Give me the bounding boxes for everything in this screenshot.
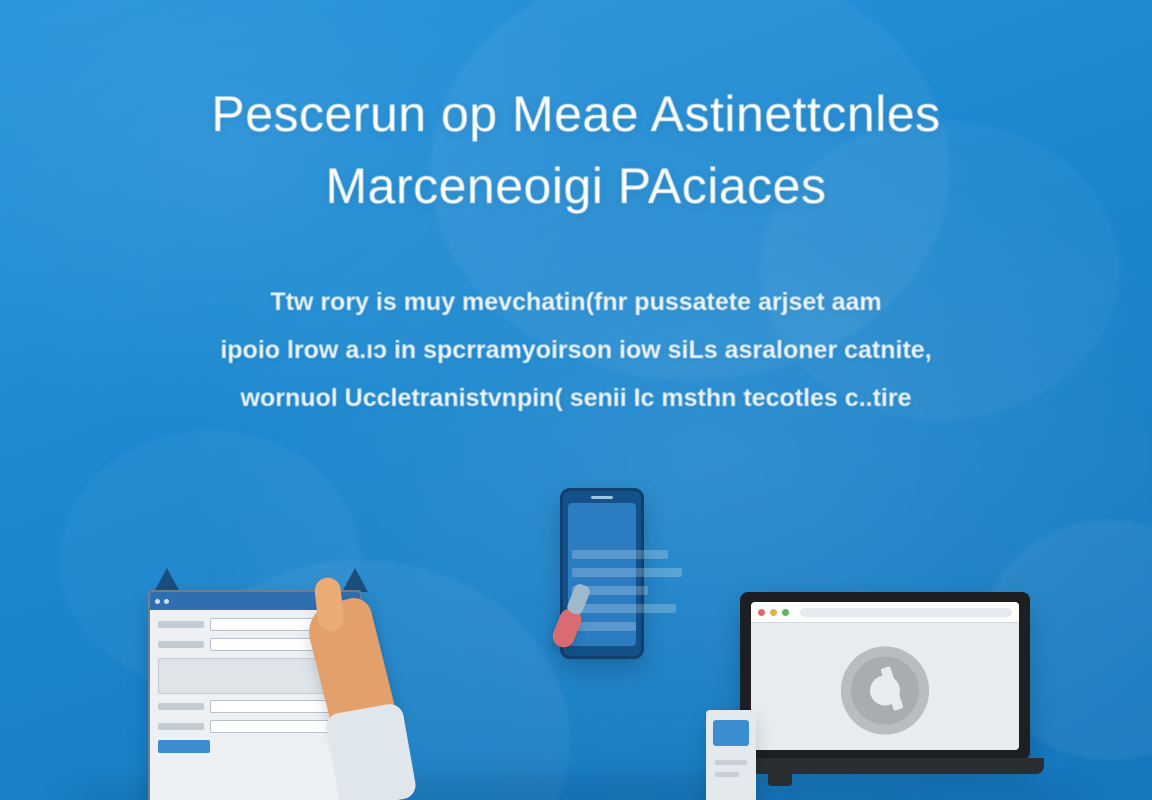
browser-minimize-icon[interactable] xyxy=(770,609,777,616)
browser-viewport xyxy=(751,623,1019,750)
subtext-line-1: Ttw rory is muy mevchatin(fnr pussatete arjset aam xyxy=(270,288,882,316)
form-label-placeholder xyxy=(158,621,204,628)
window-dot-icon xyxy=(164,599,169,604)
tower-panel xyxy=(713,720,749,746)
browser-close-icon[interactable] xyxy=(758,609,765,616)
phone-speaker-icon xyxy=(591,496,613,499)
illustration-scene xyxy=(0,440,1152,800)
content-line xyxy=(572,622,636,631)
form-label-placeholder xyxy=(158,641,204,648)
decorative-ear-left-icon xyxy=(154,568,180,592)
laptop-screen xyxy=(751,602,1019,750)
laptop-lid xyxy=(740,592,1030,760)
browser-maximize-icon[interactable] xyxy=(782,609,789,616)
window-dot-icon xyxy=(155,599,160,604)
poster-headline xyxy=(0,78,1152,222)
headline-line-1: Pescerun op Meae Astinettcnles xyxy=(211,86,941,142)
content-line xyxy=(572,550,668,559)
browser-toolbar xyxy=(751,602,1019,623)
sleeve-illustration xyxy=(324,702,417,800)
form-label-placeholder xyxy=(158,703,204,710)
subtext-line-3: wornuol Uccletranistvnpin( senii Ic msthn tecotles c..tire xyxy=(240,384,912,412)
gear-icon xyxy=(841,647,929,735)
gear-notch-icon xyxy=(880,666,903,711)
form-submit-button[interactable] xyxy=(158,740,210,753)
form-row xyxy=(158,720,352,733)
content-line xyxy=(572,604,676,613)
browser-address-bar[interactable] xyxy=(800,608,1012,617)
poster-subtext xyxy=(96,278,1056,422)
tower-line xyxy=(715,772,739,777)
headline-line-2: Marceneoigi PAciaces xyxy=(325,158,827,214)
small-device-box xyxy=(768,762,792,786)
subtext-line-2: ipoio lrow a.ıɔ in spcrramyoirson iow siLs asraloner catnite, xyxy=(220,336,932,364)
computer-tower xyxy=(706,710,756,800)
tower-line xyxy=(715,760,747,765)
content-line xyxy=(572,568,682,577)
decorative-ear-right-icon xyxy=(342,568,368,592)
laptop-device xyxy=(740,592,1030,772)
form-label-placeholder xyxy=(158,723,204,730)
form-row xyxy=(158,700,352,713)
phone-content-lines xyxy=(572,550,692,680)
